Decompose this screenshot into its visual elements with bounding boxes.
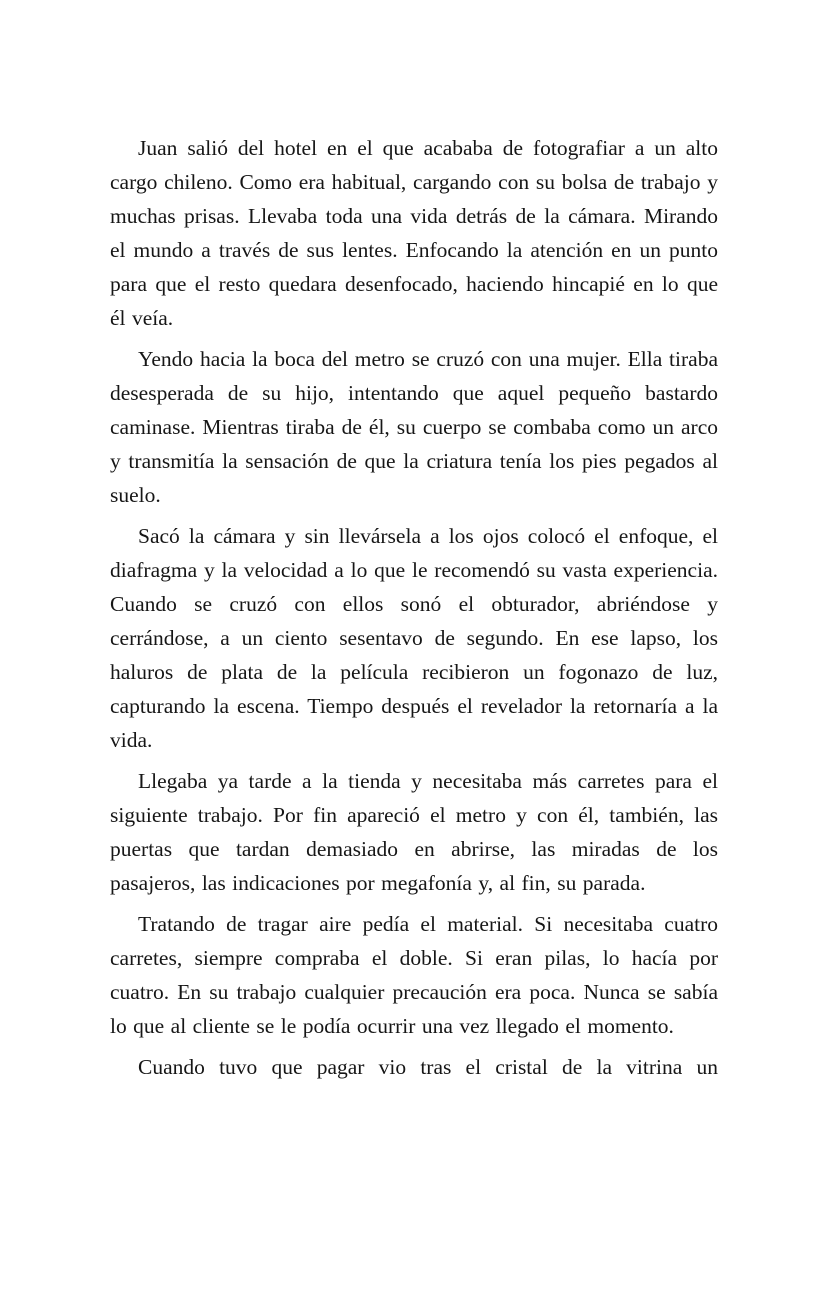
paragraph-continued: Cuando tuvo que pagar vio tras el cristal de la vitrina un: [138, 1055, 718, 1079]
paragraph: Sacó la cámara y sin llevársela a los ojos colocó el enfoque, el diafragma y la velocidad a lo que le recomendó su vasta experiencia. Cuando se cruzó con ellos sonó el obturador, abriéndose y cerrándose, a un ciento sesentavo de segundo. En ese lapso, los haluros de plata de la película recibieron un fogonazo de luz, capturando la escena. Tiempo después el revelador la retornaría a la vida.: [110, 524, 718, 752]
paragraph: Juan salió del hotel en el que acababa de fotografiar a un alto cargo chileno. Como era habitual, cargando con su bolsa de trabajo y muchas prisas. Llevaba toda una vida detrás de la cámara. Mirando el mundo a través de sus lentes. Enfocando la atención en un punto para que el resto quedara desenfocado, haciendo hincapié en lo que él veía.: [110, 136, 718, 330]
paragraph: Yendo hacia la boca del metro se cruzó con una mujer. Ella tiraba desesperada de su hijo, intentando que aquel pequeño bastardo caminase. Mientras tiraba de él, su cuerpo se combaba como un arco y transmitía la sensación de que la criatura tenía los pies pegados al suelo.: [110, 347, 718, 507]
paragraph: Tratando de tragar aire pedía el material. Si necesitaba cuatro carretes, siempre compraba el doble. Si eran pilas, lo hacía por cuatro. En su trabajo cualquier precaución era poca. Nunca se sabía lo que al cliente se le podía ocurrir una vez llegado el momento.: [110, 912, 718, 1038]
paragraph: Llegaba ya tarde a la tienda y necesitaba más carretes para el siguiente trabajo. Por fin apareció el metro y con él, también, las puertas que tardan demasiado en abrirse, las miradas de los pasajeros, las indicaciones por megafonía y, al fin, su parada.: [110, 769, 718, 895]
